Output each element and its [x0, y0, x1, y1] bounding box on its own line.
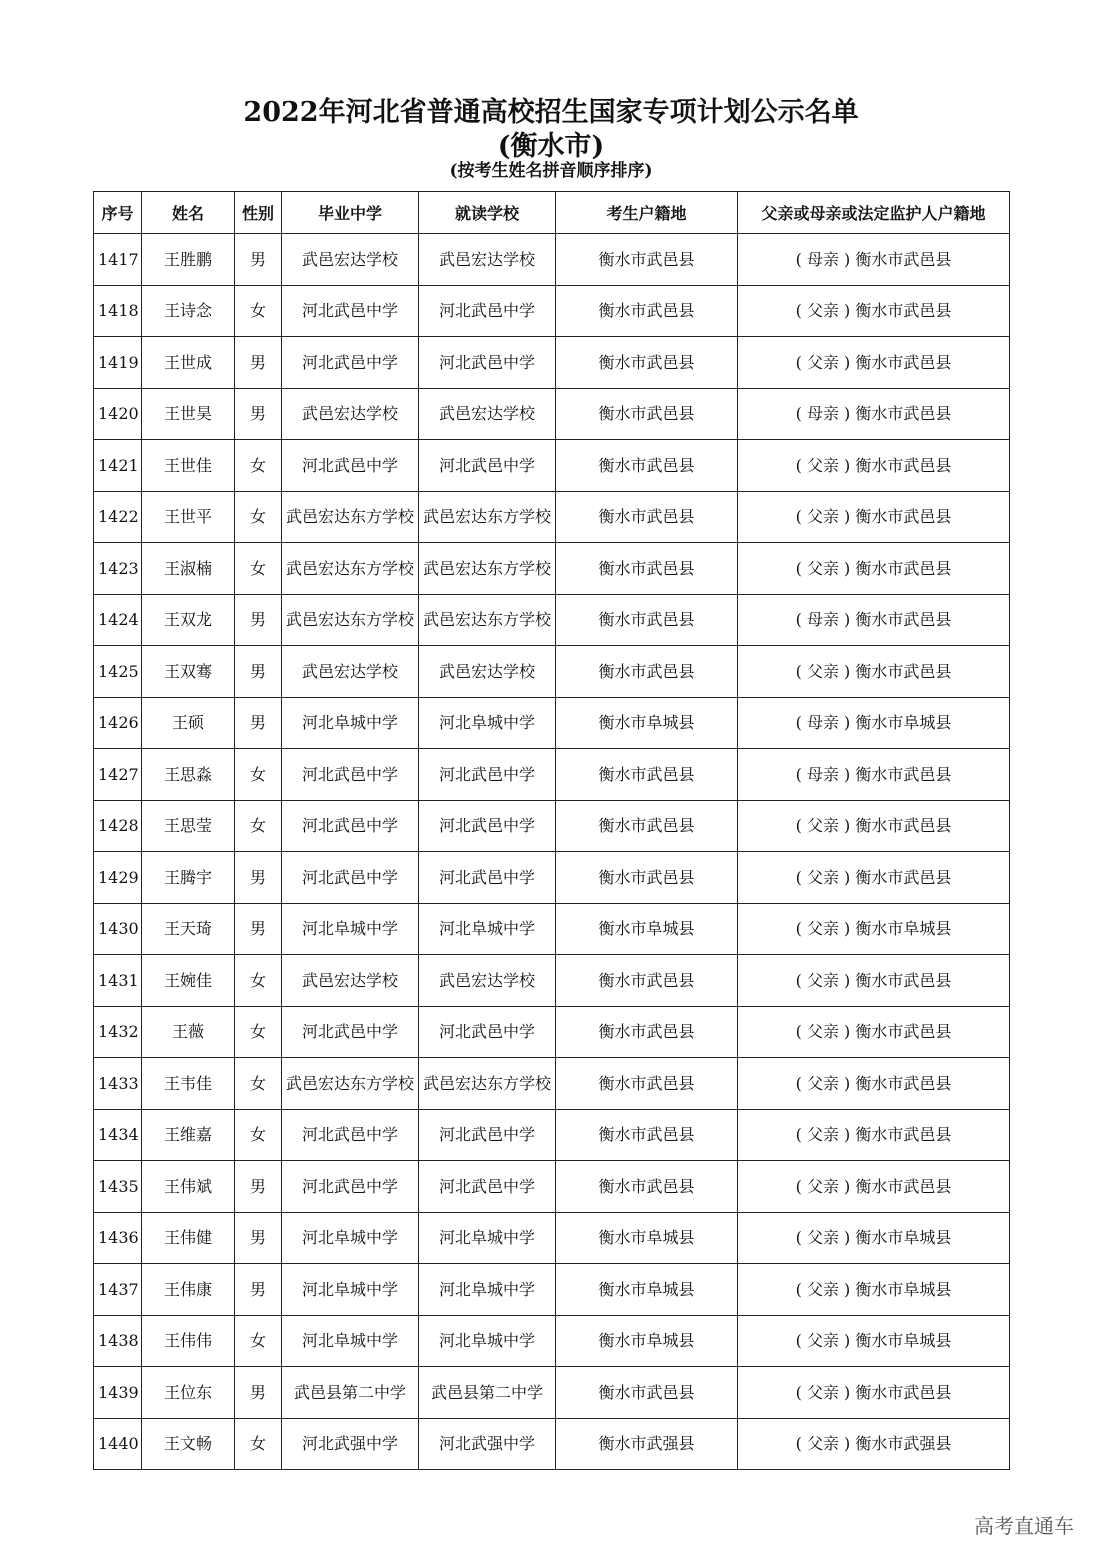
name-cell: 王腾宇 — [142, 852, 235, 904]
table-row — [94, 1109, 1010, 1161]
serial-cell: 1418 — [94, 285, 142, 337]
graduated-school-cell: 河北阜城中学 — [282, 903, 419, 955]
name-cell: 王思淼 — [142, 749, 235, 801]
guardian-residence-cell: ( 父亲 ) 衡水市阜城县 — [738, 1264, 1010, 1316]
current-school-cell: 河北武邑中学 — [419, 285, 556, 337]
residence-cell: 衡水市武邑县 — [556, 543, 738, 595]
graduated-school-cell: 河北武邑中学 — [282, 749, 419, 801]
guardian-residence-cell: ( 父亲 ) 衡水市武强县 — [738, 1418, 1010, 1470]
gender-cell: 男 — [235, 852, 282, 904]
name-cell: 王胜鹏 — [142, 234, 235, 286]
graduated-school-cell: 武邑县第二中学 — [282, 1367, 419, 1419]
name-cell: 王双骞 — [142, 646, 235, 698]
guardian-residence-cell: ( 父亲 ) 衡水市武邑县 — [738, 1161, 1010, 1213]
current-school-cell: 河北阜城中学 — [419, 1315, 556, 1367]
serial-cell: 1433 — [94, 1058, 142, 1110]
table-row — [94, 594, 1010, 646]
current-school-cell: 河北武邑中学 — [419, 1109, 556, 1161]
serial-cell: 1420 — [94, 388, 142, 440]
serial-cell: 1436 — [94, 1212, 142, 1264]
graduated-school-cell: 河北武邑中学 — [282, 285, 419, 337]
serial-cell: 1430 — [94, 903, 142, 955]
serial-cell: 1422 — [94, 491, 142, 543]
name-cell: 王韦佳 — [142, 1058, 235, 1110]
current-school-cell: 河北阜城中学 — [419, 1264, 556, 1316]
residence-cell: 衡水市武邑县 — [556, 594, 738, 646]
residence-cell: 衡水市阜城县 — [556, 1315, 738, 1367]
watermark: 高考直通车 — [974, 1514, 1074, 1538]
residence-cell: 衡水市阜城县 — [556, 1212, 738, 1264]
current-school-cell: 河北武邑中学 — [419, 440, 556, 492]
graduated-school-cell: 武邑宏达东方学校 — [282, 543, 419, 595]
residence-cell: 衡水市阜城县 — [556, 1264, 738, 1316]
current-school-cell: 武邑宏达学校 — [419, 388, 556, 440]
header-residence: 考生户籍地 — [556, 192, 738, 234]
gender-cell: 女 — [235, 800, 282, 852]
graduated-school-cell: 武邑宏达东方学校 — [282, 1058, 419, 1110]
table-row — [94, 646, 1010, 698]
table-row — [94, 543, 1010, 595]
serial-cell: 1439 — [94, 1367, 142, 1419]
graduated-school-cell: 河北阜城中学 — [282, 1315, 419, 1367]
table-row — [94, 1006, 1010, 1058]
current-school-cell: 武邑宏达东方学校 — [419, 594, 556, 646]
name-cell: 王薇 — [142, 1006, 235, 1058]
current-school-cell: 武邑宏达学校 — [419, 234, 556, 286]
residence-cell: 衡水市武邑县 — [556, 388, 738, 440]
residence-cell: 衡水市武邑县 — [556, 1006, 738, 1058]
gender-cell: 女 — [235, 1109, 282, 1161]
header-serial: 序号 — [94, 192, 142, 234]
table-row — [94, 697, 1010, 749]
header-name: 姓名 — [142, 192, 235, 234]
gender-cell: 女 — [235, 1315, 282, 1367]
current-school-cell: 河北阜城中学 — [419, 1212, 556, 1264]
table-row — [94, 1315, 1010, 1367]
header-row — [94, 192, 1010, 234]
guardian-residence-cell: ( 母亲 ) 衡水市武邑县 — [738, 594, 1010, 646]
table-row — [94, 852, 1010, 904]
gender-cell: 男 — [235, 903, 282, 955]
current-school-cell: 河北武强中学 — [419, 1418, 556, 1470]
current-school-cell: 武邑宏达学校 — [419, 646, 556, 698]
header-graduated-school: 毕业中学 — [282, 192, 419, 234]
gender-cell: 女 — [235, 1418, 282, 1470]
residence-cell: 衡水市武邑县 — [556, 800, 738, 852]
graduated-school-cell: 河北武邑中学 — [282, 800, 419, 852]
gender-cell: 男 — [235, 594, 282, 646]
table-row — [94, 234, 1010, 286]
gender-cell: 男 — [235, 646, 282, 698]
name-cell: 王世昊 — [142, 388, 235, 440]
guardian-residence-cell: ( 父亲 ) 衡水市武邑县 — [738, 800, 1010, 852]
graduated-school-cell: 河北武邑中学 — [282, 1161, 419, 1213]
guardian-residence-cell: ( 父亲 ) 衡水市阜城县 — [738, 903, 1010, 955]
name-cell: 王婉佳 — [142, 955, 235, 1007]
graduated-school-cell: 河北武邑中学 — [282, 1006, 419, 1058]
serial-cell: 1423 — [94, 543, 142, 595]
gender-cell: 女 — [235, 1006, 282, 1058]
guardian-residence-cell: ( 父亲 ) 衡水市武邑县 — [738, 337, 1010, 389]
graduated-school-cell: 河北武强中学 — [282, 1418, 419, 1470]
guardian-residence-cell: ( 父亲 ) 衡水市武邑县 — [738, 646, 1010, 698]
graduated-school-cell: 武邑宏达学校 — [282, 646, 419, 698]
table-row — [94, 903, 1010, 955]
graduated-school-cell: 武邑宏达学校 — [282, 388, 419, 440]
serial-cell: 1427 — [94, 749, 142, 801]
serial-cell: 1417 — [94, 234, 142, 286]
name-cell: 王维嘉 — [142, 1109, 235, 1161]
serial-cell: 1431 — [94, 955, 142, 1007]
table-row — [94, 1161, 1010, 1213]
guardian-residence-cell: ( 父亲 ) 衡水市武邑县 — [738, 1367, 1010, 1419]
residence-cell: 衡水市武邑县 — [556, 955, 738, 1007]
residence-cell: 衡水市武邑县 — [556, 491, 738, 543]
serial-cell: 1426 — [94, 697, 142, 749]
roster-body — [94, 234, 1010, 1470]
table-row — [94, 1418, 1010, 1470]
serial-cell: 1438 — [94, 1315, 142, 1367]
name-cell: 王双龙 — [142, 594, 235, 646]
table-row — [94, 337, 1010, 389]
guardian-residence-cell: ( 母亲 ) 衡水市武邑县 — [738, 388, 1010, 440]
graduated-school-cell: 河北武邑中学 — [282, 440, 419, 492]
table-row — [94, 1212, 1010, 1264]
graduated-school-cell: 河北阜城中学 — [282, 1212, 419, 1264]
page-title: 2022年河北省普通高校招生国家专项计划公示名单 — [243, 97, 859, 128]
page-subtitle: (衡水市) — [497, 131, 605, 162]
guardian-residence-cell: ( 父亲 ) 衡水市阜城县 — [738, 1212, 1010, 1264]
serial-cell: 1428 — [94, 800, 142, 852]
current-school-cell: 河北武邑中学 — [419, 337, 556, 389]
name-cell: 王世成 — [142, 337, 235, 389]
graduated-school-cell: 河北武邑中学 — [282, 1109, 419, 1161]
gender-cell: 女 — [235, 749, 282, 801]
gender-cell: 男 — [235, 337, 282, 389]
graduated-school-cell: 武邑宏达东方学校 — [282, 594, 419, 646]
guardian-residence-cell: ( 母亲 ) 衡水市武邑县 — [738, 749, 1010, 801]
serial-cell: 1432 — [94, 1006, 142, 1058]
guardian-residence-cell: ( 父亲 ) 衡水市武邑县 — [738, 285, 1010, 337]
residence-cell: 衡水市武邑县 — [556, 646, 738, 698]
name-cell: 王淑楠 — [142, 543, 235, 595]
serial-cell: 1424 — [94, 594, 142, 646]
table-row — [94, 1058, 1010, 1110]
serial-cell: 1440 — [94, 1418, 142, 1470]
header-gender: 性别 — [235, 192, 282, 234]
gender-cell: 男 — [235, 697, 282, 749]
graduated-school-cell: 河北阜城中学 — [282, 1264, 419, 1316]
gender-cell: 男 — [235, 388, 282, 440]
graduated-school-cell: 河北阜城中学 — [282, 697, 419, 749]
guardian-residence-cell: ( 母亲 ) 衡水市武邑县 — [738, 234, 1010, 286]
gender-cell: 女 — [235, 285, 282, 337]
table-row — [94, 440, 1010, 492]
guardian-residence-cell: ( 父亲 ) 衡水市武邑县 — [738, 543, 1010, 595]
name-cell: 王文畅 — [142, 1418, 235, 1470]
table-row — [94, 1264, 1010, 1316]
graduated-school-cell: 武邑宏达东方学校 — [282, 491, 419, 543]
gender-cell: 男 — [235, 1264, 282, 1316]
guardian-residence-cell: ( 母亲 ) 衡水市阜城县 — [738, 697, 1010, 749]
graduated-school-cell: 河北武邑中学 — [282, 337, 419, 389]
table-row — [94, 800, 1010, 852]
name-cell: 王诗念 — [142, 285, 235, 337]
graduated-school-cell: 武邑宏达学校 — [282, 955, 419, 1007]
serial-cell: 1419 — [94, 337, 142, 389]
name-cell: 王伟健 — [142, 1212, 235, 1264]
guardian-residence-cell: ( 父亲 ) 衡水市武邑县 — [738, 1109, 1010, 1161]
residence-cell: 衡水市武邑县 — [556, 1367, 738, 1419]
name-cell: 王世平 — [142, 491, 235, 543]
graduated-school-cell: 河北武邑中学 — [282, 852, 419, 904]
current-school-cell: 河北武邑中学 — [419, 749, 556, 801]
gender-cell: 女 — [235, 955, 282, 1007]
serial-cell: 1434 — [94, 1109, 142, 1161]
current-school-cell: 河北武邑中学 — [419, 800, 556, 852]
gender-cell: 女 — [235, 543, 282, 595]
name-cell: 王伟斌 — [142, 1161, 235, 1213]
current-school-cell: 河北武邑中学 — [419, 1161, 556, 1213]
residence-cell: 衡水市阜城县 — [556, 903, 738, 955]
guardian-residence-cell: ( 父亲 ) 衡水市武邑县 — [738, 852, 1010, 904]
guardian-residence-cell: ( 父亲 ) 衡水市武邑县 — [738, 1006, 1010, 1058]
header-guardian-residence: 父亲或母亲或法定监护人户籍地 — [738, 192, 1010, 234]
gender-cell: 男 — [235, 1161, 282, 1213]
name-cell: 王硕 — [142, 697, 235, 749]
current-school-cell: 河北武邑中学 — [419, 852, 556, 904]
current-school-cell: 河北阜城中学 — [419, 697, 556, 749]
residence-cell: 衡水市武邑县 — [556, 440, 738, 492]
roster-table — [93, 191, 1010, 1470]
name-cell: 王位东 — [142, 1367, 235, 1419]
current-school-cell: 武邑宏达东方学校 — [419, 543, 556, 595]
gender-cell: 女 — [235, 440, 282, 492]
table-row — [94, 749, 1010, 801]
gender-cell: 男 — [235, 1367, 282, 1419]
current-school-cell: 河北武邑中学 — [419, 1006, 556, 1058]
serial-cell: 1425 — [94, 646, 142, 698]
header-current-school: 就读学校 — [419, 192, 556, 234]
guardian-residence-cell: ( 父亲 ) 衡水市武邑县 — [738, 1058, 1010, 1110]
serial-cell: 1421 — [94, 440, 142, 492]
guardian-residence-cell: ( 父亲 ) 衡水市武邑县 — [738, 440, 1010, 492]
residence-cell: 衡水市武邑县 — [556, 852, 738, 904]
table-row — [94, 285, 1010, 337]
current-school-cell: 武邑宏达东方学校 — [419, 1058, 556, 1110]
table-row — [94, 955, 1010, 1007]
residence-cell: 衡水市武邑县 — [556, 1109, 738, 1161]
graduated-school-cell: 武邑宏达学校 — [282, 234, 419, 286]
current-school-cell: 河北阜城中学 — [419, 903, 556, 955]
residence-cell: 衡水市武邑县 — [556, 1161, 738, 1213]
current-school-cell: 武邑宏达东方学校 — [419, 491, 556, 543]
residence-cell: 衡水市武邑县 — [556, 234, 738, 286]
table-row — [94, 388, 1010, 440]
guardian-residence-cell: ( 父亲 ) 衡水市武邑县 — [738, 955, 1010, 1007]
gender-cell: 女 — [235, 491, 282, 543]
sort-note: (按考生姓名拼音顺序排序) — [449, 161, 653, 181]
table-row — [94, 491, 1010, 543]
residence-cell: 衡水市阜城县 — [556, 697, 738, 749]
gender-cell: 男 — [235, 234, 282, 286]
residence-cell: 衡水市武强县 — [556, 1418, 738, 1470]
residence-cell: 衡水市武邑县 — [556, 285, 738, 337]
current-school-cell: 武邑县第二中学 — [419, 1367, 556, 1419]
name-cell: 王世佳 — [142, 440, 235, 492]
residence-cell: 衡水市武邑县 — [556, 337, 738, 389]
name-cell: 王天琦 — [142, 903, 235, 955]
guardian-residence-cell: ( 父亲 ) 衡水市武邑县 — [738, 491, 1010, 543]
table-row — [94, 1367, 1010, 1419]
name-cell: 王伟伟 — [142, 1315, 235, 1367]
gender-cell: 男 — [235, 1212, 282, 1264]
current-school-cell: 武邑宏达学校 — [419, 955, 556, 1007]
guardian-residence-cell: ( 父亲 ) 衡水市阜城县 — [738, 1315, 1010, 1367]
name-cell: 王伟康 — [142, 1264, 235, 1316]
gender-cell: 女 — [235, 1058, 282, 1110]
serial-cell: 1435 — [94, 1161, 142, 1213]
residence-cell: 衡水市武邑县 — [556, 1058, 738, 1110]
name-cell: 王思莹 — [142, 800, 235, 852]
residence-cell: 衡水市武邑县 — [556, 749, 738, 801]
serial-cell: 1437 — [94, 1264, 142, 1316]
serial-cell: 1429 — [94, 852, 142, 904]
